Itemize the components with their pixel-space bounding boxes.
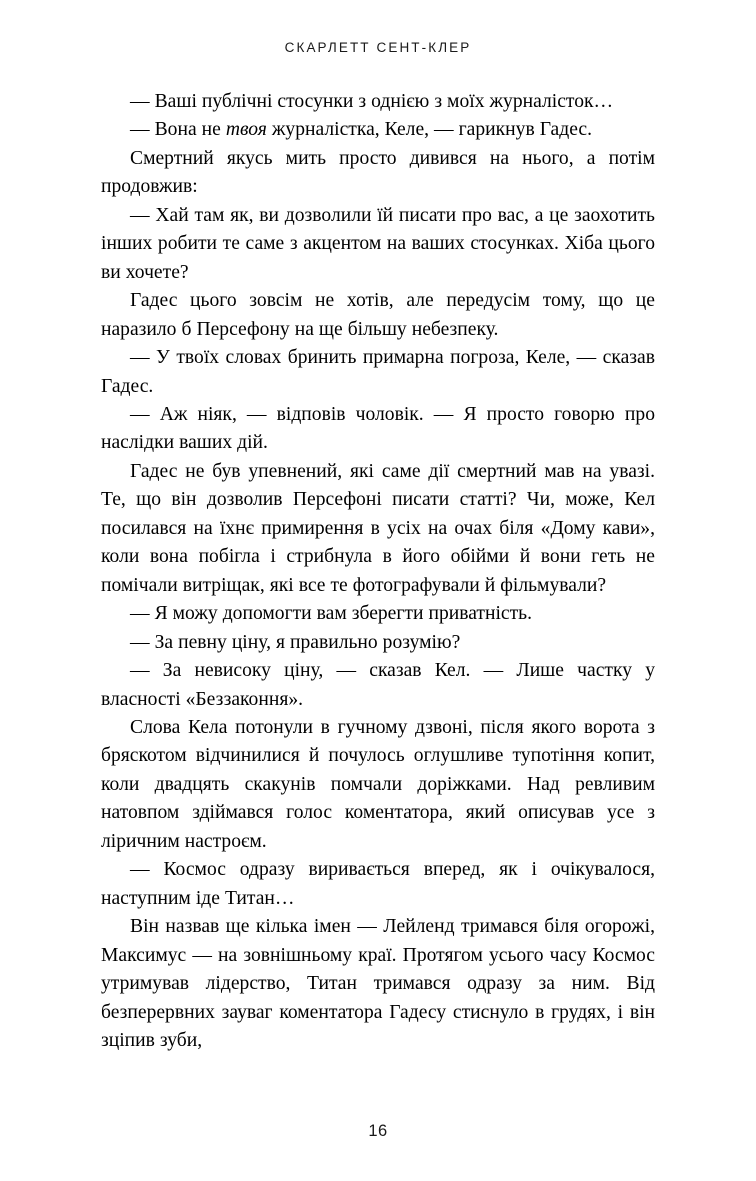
paragraph: — Я можу допомогти вам зберегти приватність. xyxy=(130,603,533,625)
paragraph: Він назвав ще кілька імен — Лейленд тримався біля огорожі, Максимус — на зовнішньому краї. Протягом усього часу Космос утримував лідерство, Титан тримався одразу за ним. Від безперервних зауваг коментатора Гадесу стиснуло в грудях, і він зціпив зуби, xyxy=(101,916,655,1051)
page-number: 16 xyxy=(368,1122,388,1140)
paragraph: — За невисоку ціну, — сказав Кел. — Лише частку у власності «Беззаконня». xyxy=(101,660,655,710)
paragraph: Гадес не був упевнений, які саме дії смертний мав на увазі. Те, що він дозволив Персефоні писати статті? Чи, може, Кел посилався на їхнє примирення в усіх на очах біля «Дому кави», коли вона побігла і стрибнула в його обійми й вони геть не помічали витріщак, які все те фотографували й фільмували? xyxy=(101,460,655,596)
paragraph: Слова Кела потонули в гучному дзвоні, після якого ворота з бряскотом відчинилися й почулось оглушливе тупотіння копит, коли двадцять скакунів помчали доріжками. Над ревливим натовпом здіймався голос коментатора, який описував усе з ліричним настроєм. xyxy=(101,716,655,852)
paragraph: Гадес цього зовсім не хотів, але передусім тому, що це наразило б Персефону на ще більшу небезпеку. xyxy=(101,290,655,340)
paragraph: — Аж ніяк, — відповів чоловік. — Я просто говорю про наслідки ваших дій. xyxy=(101,403,655,454)
paragraph: — Ваші публічні стосунки з однією з моїх журналісток… xyxy=(130,91,614,112)
paragraph: — У твоїх словах бринить примарна погроза, Келе, — сказав Гадес. xyxy=(101,347,655,397)
paragraph: — Космос одразу виривається вперед, як і очікувалося, наступним іде Титан… xyxy=(101,859,655,909)
paragraph: — Хай там як, ви дозволили їй писати про вас, а це заохотить інших робити те саме з акцентом на ваших стосунках. Хіба цього ви хочете? xyxy=(101,204,655,283)
paragraph: Смертний якусь мить просто дивився на нього, а потім продовжив: xyxy=(101,147,655,198)
running-head: СКАРЛЕТТ СЕНТ-КЛЕР xyxy=(284,40,472,55)
emphasis-text: твоя xyxy=(225,119,267,141)
paragraph-text-pre: — Вона не xyxy=(130,119,226,141)
paragraph xyxy=(101,116,655,144)
paragraph-text-post: журналістка, Келе, — гарикнув Гадес. xyxy=(266,119,592,141)
body-text-block xyxy=(101,88,655,1055)
paragraph: — За певну ціну, я правильно розумію? xyxy=(130,631,461,653)
